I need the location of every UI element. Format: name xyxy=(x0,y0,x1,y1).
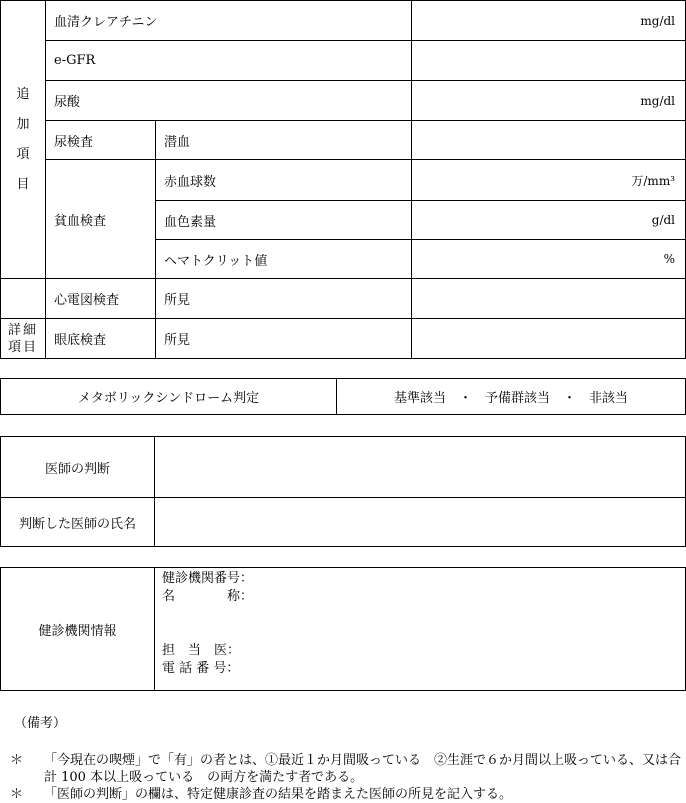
uric-acid-label: 尿酸 xyxy=(46,81,412,121)
doctor-name-label: 判断した医師の氏名 xyxy=(1,498,155,547)
metabolic-table xyxy=(0,378,686,415)
blank-line xyxy=(162,624,685,642)
metabolic-judgment-options[interactable]: 基準該当 ・ 予備群該当 ・ 非該当 xyxy=(337,379,686,415)
egfr-label: e-GFR xyxy=(46,41,412,81)
institution-number-label: 健診機関番号： xyxy=(162,571,254,586)
hemoglobin-label: 血色素量 xyxy=(156,201,412,240)
creatinine-label: 血清クレアチニン xyxy=(46,1,412,41)
remark-note-text: 「今現在の喫煙」で「有」の者とは、①最近１か月間吸っている ②生涯で６か月間以上吸っている、又は合計 100 本以上吸っている の両方を満たす者である。 xyxy=(44,753,682,785)
blank-line xyxy=(162,606,685,624)
phone-number-label: 電 話 番 号： xyxy=(162,661,240,676)
egfr-value-cell[interactable] xyxy=(412,41,686,81)
attending-doctor-label: 担 当 医： xyxy=(162,643,241,658)
doctor-name-field[interactable] xyxy=(155,498,686,547)
ecg-label: 心電図検査 xyxy=(46,279,156,319)
doctor-judgment-label: 医師の判断 xyxy=(1,437,155,498)
additional-items-label: 追 加 項 目 xyxy=(1,1,46,279)
institution-info-label: 健診機関情報 xyxy=(1,568,155,691)
ecg-findings-label: 所見 xyxy=(156,279,412,319)
hematocrit-label: ヘマトクリット値 xyxy=(156,240,412,279)
remarks-title: （備考） xyxy=(14,716,67,731)
anemia-test-label: 貧血検査 xyxy=(46,160,156,279)
fundus-findings-label: 所見 xyxy=(156,319,412,359)
red-blood-cell-value-cell[interactable]: 万/mm³ xyxy=(412,160,686,201)
occult-blood-label: 潜血 xyxy=(156,121,412,160)
red-blood-cell-label: 赤血球数 xyxy=(156,160,412,201)
doctor-table xyxy=(0,436,686,547)
urine-test-label: 尿検査 xyxy=(46,121,156,160)
metabolic-syndrome-label: メタボリックシンドローム判定 xyxy=(1,379,337,415)
asterisk-mark: ＊ xyxy=(10,753,24,768)
institution-name-label: 名 称： xyxy=(162,589,254,604)
fundus-findings-cell[interactable] xyxy=(412,319,686,359)
creatinine-value-cell[interactable]: mg/dl xyxy=(412,1,686,41)
detail-items-label: 詳細項目 xyxy=(1,319,46,359)
remark-note-text: 「医師の判断」の欄は、特定健康診査の結果を踏まえた医師の所見を記入する。 xyxy=(44,787,513,802)
fundus-exam-label: 眼底検査 xyxy=(46,319,156,359)
hematocrit-value-cell[interactable]: % xyxy=(412,240,686,279)
asterisk-mark: ＊ xyxy=(10,787,24,802)
doctor-judgment-field[interactable] xyxy=(155,437,686,498)
institution-table xyxy=(0,567,686,691)
hemoglobin-value-cell[interactable]: g/dl xyxy=(412,201,686,240)
occult-blood-value-cell[interactable] xyxy=(412,121,686,160)
additional-items-label-tail xyxy=(1,279,46,319)
ecg-findings-cell[interactable] xyxy=(412,279,686,319)
institution-info-field[interactable] xyxy=(155,568,686,691)
uric-acid-value-cell[interactable]: mg/dl xyxy=(412,81,686,121)
exam-items-table xyxy=(0,0,686,359)
